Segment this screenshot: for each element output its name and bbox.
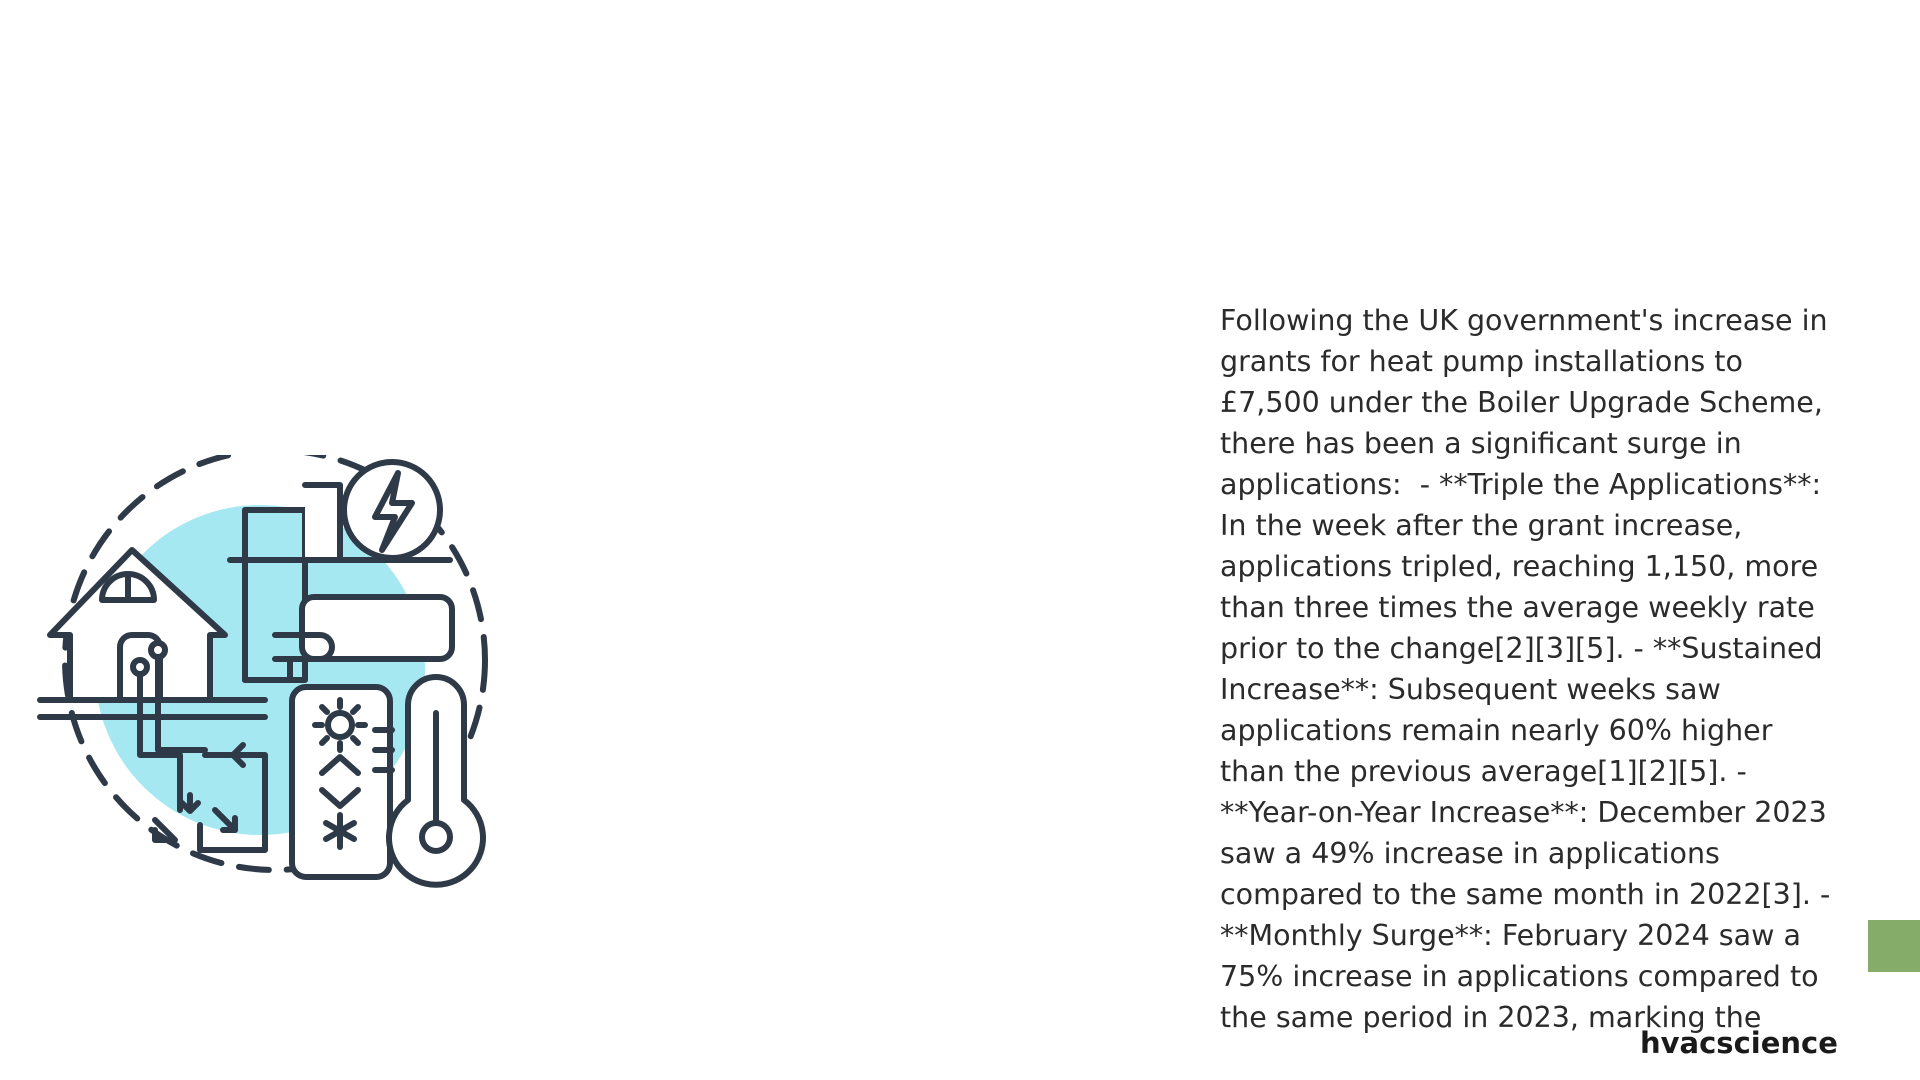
accent-square-fill <box>1868 920 1920 972</box>
article-body <box>1220 300 1840 1080</box>
accent-square <box>1868 920 1920 972</box>
lightning-bolt-icon <box>344 462 440 558</box>
article-body-text: Following the UK government's increase in grants for heat pump installations to £7,500 under the Boiler Upgrade Scheme, there has been a significant surge in applications: - **Triple the Applications**: In the week after the grant increase, applications tripled, reaching 1,150, more than three times the average weekly rate prior to the change[2][3][5]. - **Sustained Increase**: Subsequent weeks saw applications remain nearly 60% higher than the previous average[1][2][5]. - **Year-on-Year Increase**: December 2023 saw a 49% increase in applications compared to the same month in 2022[3]. - **Monthly Surge**: February 2024 saw a 75% increase in applications compared to the same period in 2023, marking the <box>1220 304 1840 1034</box>
thermostat-control-panel-icon <box>292 687 392 877</box>
smart-home-heat-pump-icon <box>30 455 500 915</box>
brand-logo-text: hvacscience <box>1640 1026 1838 1060</box>
